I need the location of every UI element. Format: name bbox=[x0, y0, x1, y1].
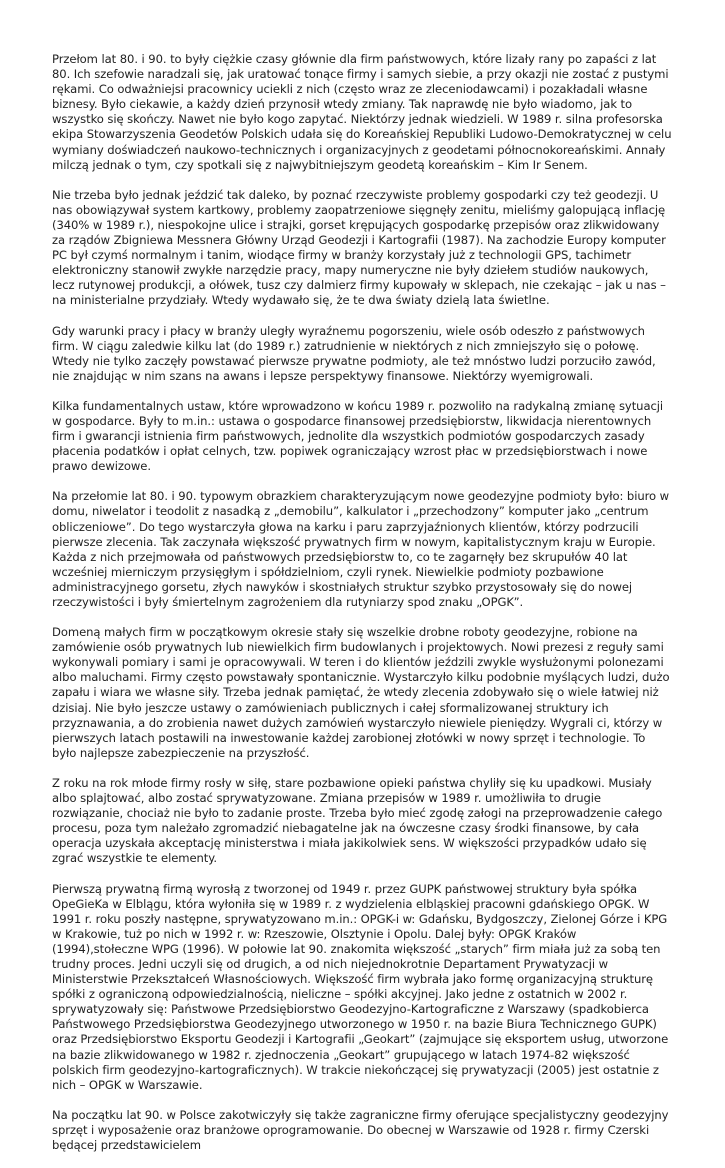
paragraph: Domeną małych firm w początkowym okresie stały się wszelkie drobne roboty geodezyjne, robione na zamówienie osób prywatnych lub niewielkich firm budowlanych i projektowych. Nowi prezesi z reguły sami wykonywali pomiary i sami je opracowywali. W teren i do klientów jeździli zwykle wysłużonymi polonezami albo maluchami. Firmy często powstawały spontanicznie. Wystarczyło kilku podobnie myślących ludzi, dużo zapału i wiara we własne siły. Trzeba jednak pamiętać, że wtedy zlecenia zdobywało się o wiele łatwiej niż dzisiaj. Nie było jeszcze ustawy o zamówieniach publicznych i całej sformalizowanej struktury ich przyznawania, a do zrobienia nawet dużych zamówień wystarczyło niewiele pieniędzy. Wygrali ci, którzy w pierwszych latach postawili na inwestowanie każdej zarobionej złotówki w nowy sprzęt i technologie. To było najlepsze zabezpieczenie na przyszłość. bbox=[52, 625, 670, 760]
paragraph: Kilka fundamentalnych ustaw, które wprowadzono w końcu 1989 r. pozwoliło na radykalną zmianę sytuacji w gospodarce. Były to m.in.: ustawa o gospodarce finansowej przedsiębiorstw, likwidacja nierentownych firm i gwarancji istnienia firm państwowych, jednolite dla wszystkich podmiotów gospodarczych zasady płacenia podatków i opłat celnych, tzw. popiwek ograniczający wzrost płac w przedsiębiorstwach i nowe prawo dewizowe. bbox=[52, 398, 664, 474]
paragraph: Pierwszą prywatną firmą wyrosłą z tworzonej od 1949 r. przez GUPK państwowej struktury była spółka OpeGieKa w Elblągu, która wyłoniła się w 1989 r. z wydzielenia elbląskiej pracowni gdańskiego OPGK. W 1991 r. roku poszły następne, sprywatyzowano m.in.: OPGK-i w: Gdańsku, Bydgoszczy, Zielonej Górze i KPG w Krakowie, tuż po nich w 1992 r. w: Rzeszowie, Olsztynie i Opolu. Dalej były: OPGK Kraków (1994),stołeczne WPG (1996). W połowie lat 90. znakomita większość „starych” firm miała już za sobą ten trudny proces. Jedni uczyli się od drugich, a od nich niejednokrotnie Departament Prywatyzacji w Ministerstwie Przekształceń Własnościowych. Większość firm wybrała jako formę organizacyjną strukturę spółki z ograniczoną odpowiedzialnością, nieliczne – spółki akcyjnej. Jako jedne z ostatnich w 2002 r. sprywatyzowały się: Państwowe Przedsiębiorstwo Geodezyjno-Kartograficzne z Warszawy (spadkobierca Państwowego Przedsiębiorstwa Geodezyjnego utworzonego w 1950 r. na bazie Biura Technicznego GUPK) oraz Przedsiębiorstwo Eksportu Geodezji i Kartografii „Geokart” (zajmujące się eksportem usług, utworzone na bazie zlikwidowanego w 1982 r. zjednoczenia „Geokart” grupującego w latach 1974-82 większość polskich firm geodezyjno-kartograficznych). W trakcie niekończącej się prywatyzacji (2005) jest ostatnie z nich – OPGK w Warszawie. bbox=[52, 881, 669, 1092]
paragraph: Gdy warunki pracy i płacy w branży uległy wyraźnemu pogorszeniu, wiele osób odeszło z państwowych firm. W ciągu zaledwie kilku lat (do 1989 r.) zatrudnienie w niektórych z nich zmniejszyło się o połowę. Wtedy nie tylko zaczęły powstawać pierwsze prywatne podmioty, ale też mnóstwo ludzi porzuciło zawód, nie znajdując w nim szans na awans i lepsze perspektywy finansowe. Niektórzy wyemigrowali. bbox=[52, 323, 656, 383]
paragraph: Nie trzeba było jednak jeździć tak daleko, by poznać rzeczywiste problemy gospodarki czy też geodezji. U nas obowiązywał system kartkowy, problemy zaopatrzeniowe sięgnęły zenitu, mieliśmy galopującą inflację (340% w 1989 r.), niespokojne ulice i strajki, gorset krępujących gospodarkę przepisów oraz zlikwidowany za rządów Zbigniewa Messnera Główny Urząd Geodezji i Kartografii (1987). Na zachodzie Europy komputer PC był czymś normalnym i tanim, wiodące firmy w branży korzystały już z technologii GPS, tachimetr elektroniczny stanowił zwykłe narzędzie pracy, mapy numeryczne nie były dziełem studiów naukowych, lecz rutynowej produkcji, a ołówek, tusz czy dalmierz firmy kupowały w sklepach, nie czekając – jak u nas – na ministerialne przydziały. Wtedy wydawało się, że te dwa światy dzielą lata świetlne. bbox=[52, 187, 666, 308]
paragraph: Na przełomie lat 80. i 90. typowym obrazkiem charakteryzującym nowe geodezyjne podmioty było: biuro w domu, niwelator i teodolit z nasadką z „demobilu”, kalkulator i „przechodzony” komputer jako „centrum obliczeniowe”. Do tego wystarczyła głowa na karku i paru zaprzyjaźnionych klientów, którzy podrzucili pierwsze zlecenia. Tak zaczynała większość prywatnych firm w nowym, kapitalistycznym kraju w Europie. Każda z nich przejmowała od państwowych przedsiębiorstw to, co te zagarnęły bez skrupułów 40 lat wcześniej mierniczym przysięgłym i spółdzielniom, czyli rynek. Niewielkie podmioty pozbawione administracyjnego gorsetu, złych nawyków i skostniałych struktur szybko przystosowały się do nowej rzeczywistości i były śmiertelnym zagrożeniem dla rutyniarzy spod znaku „OPGK”. bbox=[52, 489, 670, 609]
paragraph: Na początku lat 90. w Polsce zakotwiczyły się także zagraniczne firmy oferujące specjalistyczny geodezyjny sprzęt i wyposażenie oraz branżowe oprogramowanie. Do obecnej w Warszawie od 1928 r. firmy Czerski będącej przedstawicielem bbox=[52, 1107, 669, 1152]
paragraph: Z roku na rok młode firmy rosły w siłę, stare pozbawione opieki państwa chyliły się ku upadkowi. Musiały albo splajtować, albo zostać sprywatyzowane. Zmiana przepisów w 1989 r. umożliwiła to drugie rozwiązanie, chociaż nie było to zadanie proste. Trzeba było mieć zgodę załogi na przeprowadzenie całego procesu, poza tym należało zgromadzić niebagatelne jak na ówczesne czasy środki finansowe, by cała operacja uzyskała akceptację ministerstwa i miała jakikolwiek sens. W większości przypadków udało się zgrać wszystkie te elementy. bbox=[52, 775, 663, 866]
document-body bbox=[52, 52, 672, 1168]
paragraph: Przełom lat 80. i 90. to były ciężkie czasy głównie dla firm państwowych, które lizały rany po zapaści z lat 80. Ich szefowie naradzali się, jak uratować tonące firmy i samych siebie, a przy okazji nie zostać z pustymi rękami. Co odważniejsi pracownicy uciekli z nich (często wraz ze zleceniodawcami) i pozakładali własne biznesy. Było ciekawie, a każdy dzień przynosił wtedy zmiany. Tak naprawdę nie było wiadomo, jak to wszystko się skończy. Nawet nie było kogo zapytać. Niektórzy jednak wiedzieli. W 1989 r. silna profesorska ekipa Stowarzyszenia Geodetów Polskich udała się do Koreańskiej Republiki Ludowo-Demokratycznej w celu wymiany doświadczeń naukowo-technicznych i organizacyjnych z geodetami północnokoreańskimi. Annały milczą jednak o tym, czy spotkali się z najwybitniejszym geodetą koreańskim – Kim Ir Senem. bbox=[52, 52, 672, 172]
